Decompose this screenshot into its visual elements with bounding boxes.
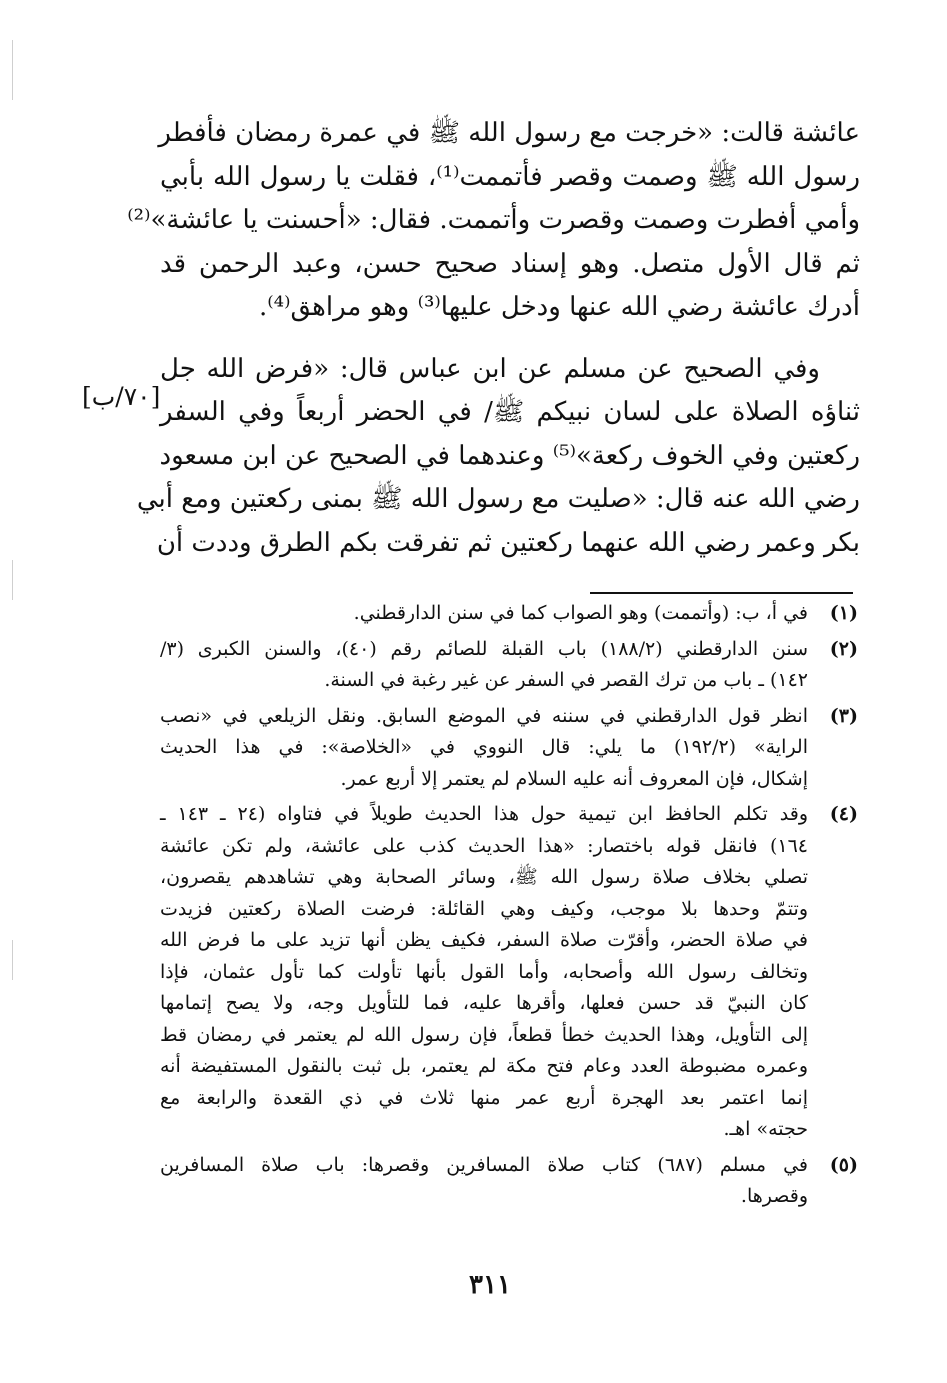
footnote-line: وقد تكلم الحافظ ابن تيمية حول هذا الحديث طويلاً في فتاواه (٢٤ ـ ١٤٣ ـ xyxy=(160,803,808,825)
footnote-line: وتتمّ وحدها بلا موجب، وكيف وهي القائلة: فرضت الصلاة ركعتين فزيدت xyxy=(160,897,808,920)
footnote-line: كان النبيّ قد حسن فعلها، وأقرها عليه، فما للتأويل وجه، ولا يصح إتمامها xyxy=(160,992,808,1014)
text-line: وفي الصحيح عن مسلم عن ابن عباس قال: «فرض الله جل xyxy=(160,353,820,384)
footnote-line: تصلي بخلاف صلاة رسول الله ﷺ، وسائر الصحابة وهي تشاهدهم يقصرون، xyxy=(160,866,808,888)
scan-edge-mark xyxy=(12,40,13,100)
footnote-divider xyxy=(590,592,853,594)
text-line: ثم قال الأول متصل. وهو إسناد صحيح حسن، وعبد الرحمن قد xyxy=(160,248,860,279)
text-line: ركعتين وفي الخوف ركعة»⁽⁵⁾ وعندهما في الصحيح عن ابن مسعود xyxy=(159,440,860,471)
manuscript-folio-marker: [٧٠/ب] xyxy=(82,382,161,411)
footnote-number: (٣) xyxy=(829,704,858,727)
footnote-number: (١) xyxy=(829,602,858,624)
footnote-4 xyxy=(160,799,858,1146)
footnote-line: إنما اعتمر بعد الهجرة أربع عمر منها ثلاث في ذي القعدة والرابعة مع xyxy=(160,1086,808,1109)
footnote-line: وتخالف رسول الله وأصحابه، وأما القول بأنها تأولت كما تأول عثمان، فإذا xyxy=(160,960,808,983)
footnotes xyxy=(160,598,858,1217)
footnote-line: وقصرها. xyxy=(740,1185,808,1207)
footnote-line: ١٤٢) ـ باب من ترك القصر في السفر عن غير رغبة في السنة. xyxy=(324,669,808,691)
footnote-line: في أ، ب: (وأتممت) وهو الصواب كما في سنن الدارقطني. xyxy=(353,602,808,624)
scan-edge-mark xyxy=(12,940,13,980)
footnote-line: في صلاة الحضر، وأقرّت صلاة السفر، فكيف يظن أنها تزيد على ما فرض الله xyxy=(160,929,808,951)
page-number: ٣١١ xyxy=(469,1270,511,1300)
footnote-number: (٤) xyxy=(829,803,858,825)
text-line: أدرك عائشة رضي الله عنها ودخل عليها⁽³⁾ وهو مراهق⁽⁴⁾. xyxy=(258,292,860,322)
footnote-5 xyxy=(160,1150,858,1213)
footnote-text xyxy=(160,701,808,796)
footnote-1 xyxy=(160,598,858,630)
text-line: رسول الله ﷺ وصمت وقصر فأتممت⁽¹⁾، فقلت يا رسول الله بأبي xyxy=(160,161,860,192)
footnote-line: إشكال، فإن المعروف أنه عليه السلام لم يعتمر إلا أربع عمر. xyxy=(340,767,808,790)
footnote-line: وعمره مضبوطة العدد وعام فتح مكة لم يعتمر، بل ثبت بالنقول المستفيضة أنه xyxy=(160,1055,808,1077)
footnote-line: انظر قول الدارقطني في سننه في الموضع السابق. ونقل الزيلعي في «نصب xyxy=(160,704,808,727)
text-line: رضي الله عنه قال: «صليت مع رسول الله ﷺ بمنى ركعتين ومع أبي xyxy=(136,484,860,514)
footnote-line: سنن الدارقطني (١٨٨/٢) باب القبلة للصائم رقم (٤٠)، والسنن الكبرى (٣/ xyxy=(160,637,808,660)
footnote-3 xyxy=(160,701,858,796)
footnote-text xyxy=(160,598,808,630)
footnote-line: في مسلم (٦٨٧) كتاب صلاة المسافرين وقصرها: باب صلاة المسافرين xyxy=(160,1153,808,1176)
footnote-line: ١٦٤) فانقل قوله باختصار: «هذا الحديث كذب على عائشة، ولم تكن عائشة xyxy=(160,834,808,857)
text-line: عائشة قالت: «خرجت مع رسول الله ﷺ في عمرة رمضان فأفطر xyxy=(158,118,860,148)
footnote-text xyxy=(160,634,808,697)
main-text xyxy=(127,112,860,565)
text-line: ثناؤه الصلاة على لسان نبيكم ﷺ/ في الحضر أربعاً وفي السفر xyxy=(160,397,860,427)
paragraph-2 xyxy=(136,348,860,566)
footnote-line: حجته» اهـ. xyxy=(723,1118,808,1140)
footnote-text xyxy=(160,1150,808,1213)
footnote-number: (٢) xyxy=(829,637,858,660)
footnote-line: الراية» (١٩٢/٢) ما يلي: قال النووي في «الخلاصة»: في هذا الحديث xyxy=(160,736,809,758)
footnote-text xyxy=(160,799,808,1146)
text-line: وأمي أفطرت وصمت وقصرت وأتممت. فقال: «أحسنت يا عائشة»⁽²⁾ xyxy=(127,205,860,235)
footnote-2 xyxy=(160,634,858,697)
text-line: بكر وعمر رضي الله عنهما ركعتين ثم تفرقت بكم الطرق وددت أن xyxy=(156,527,860,558)
paragraph-1 xyxy=(127,112,860,330)
footnote-line: إلى التأويل، وهذا الحديث خطأ قطعاً، فإن رسول الله لم يعتمر في رمضان قط xyxy=(160,1023,808,1046)
footnote-number: (٥) xyxy=(829,1153,858,1176)
scan-edge-mark xyxy=(12,560,13,600)
